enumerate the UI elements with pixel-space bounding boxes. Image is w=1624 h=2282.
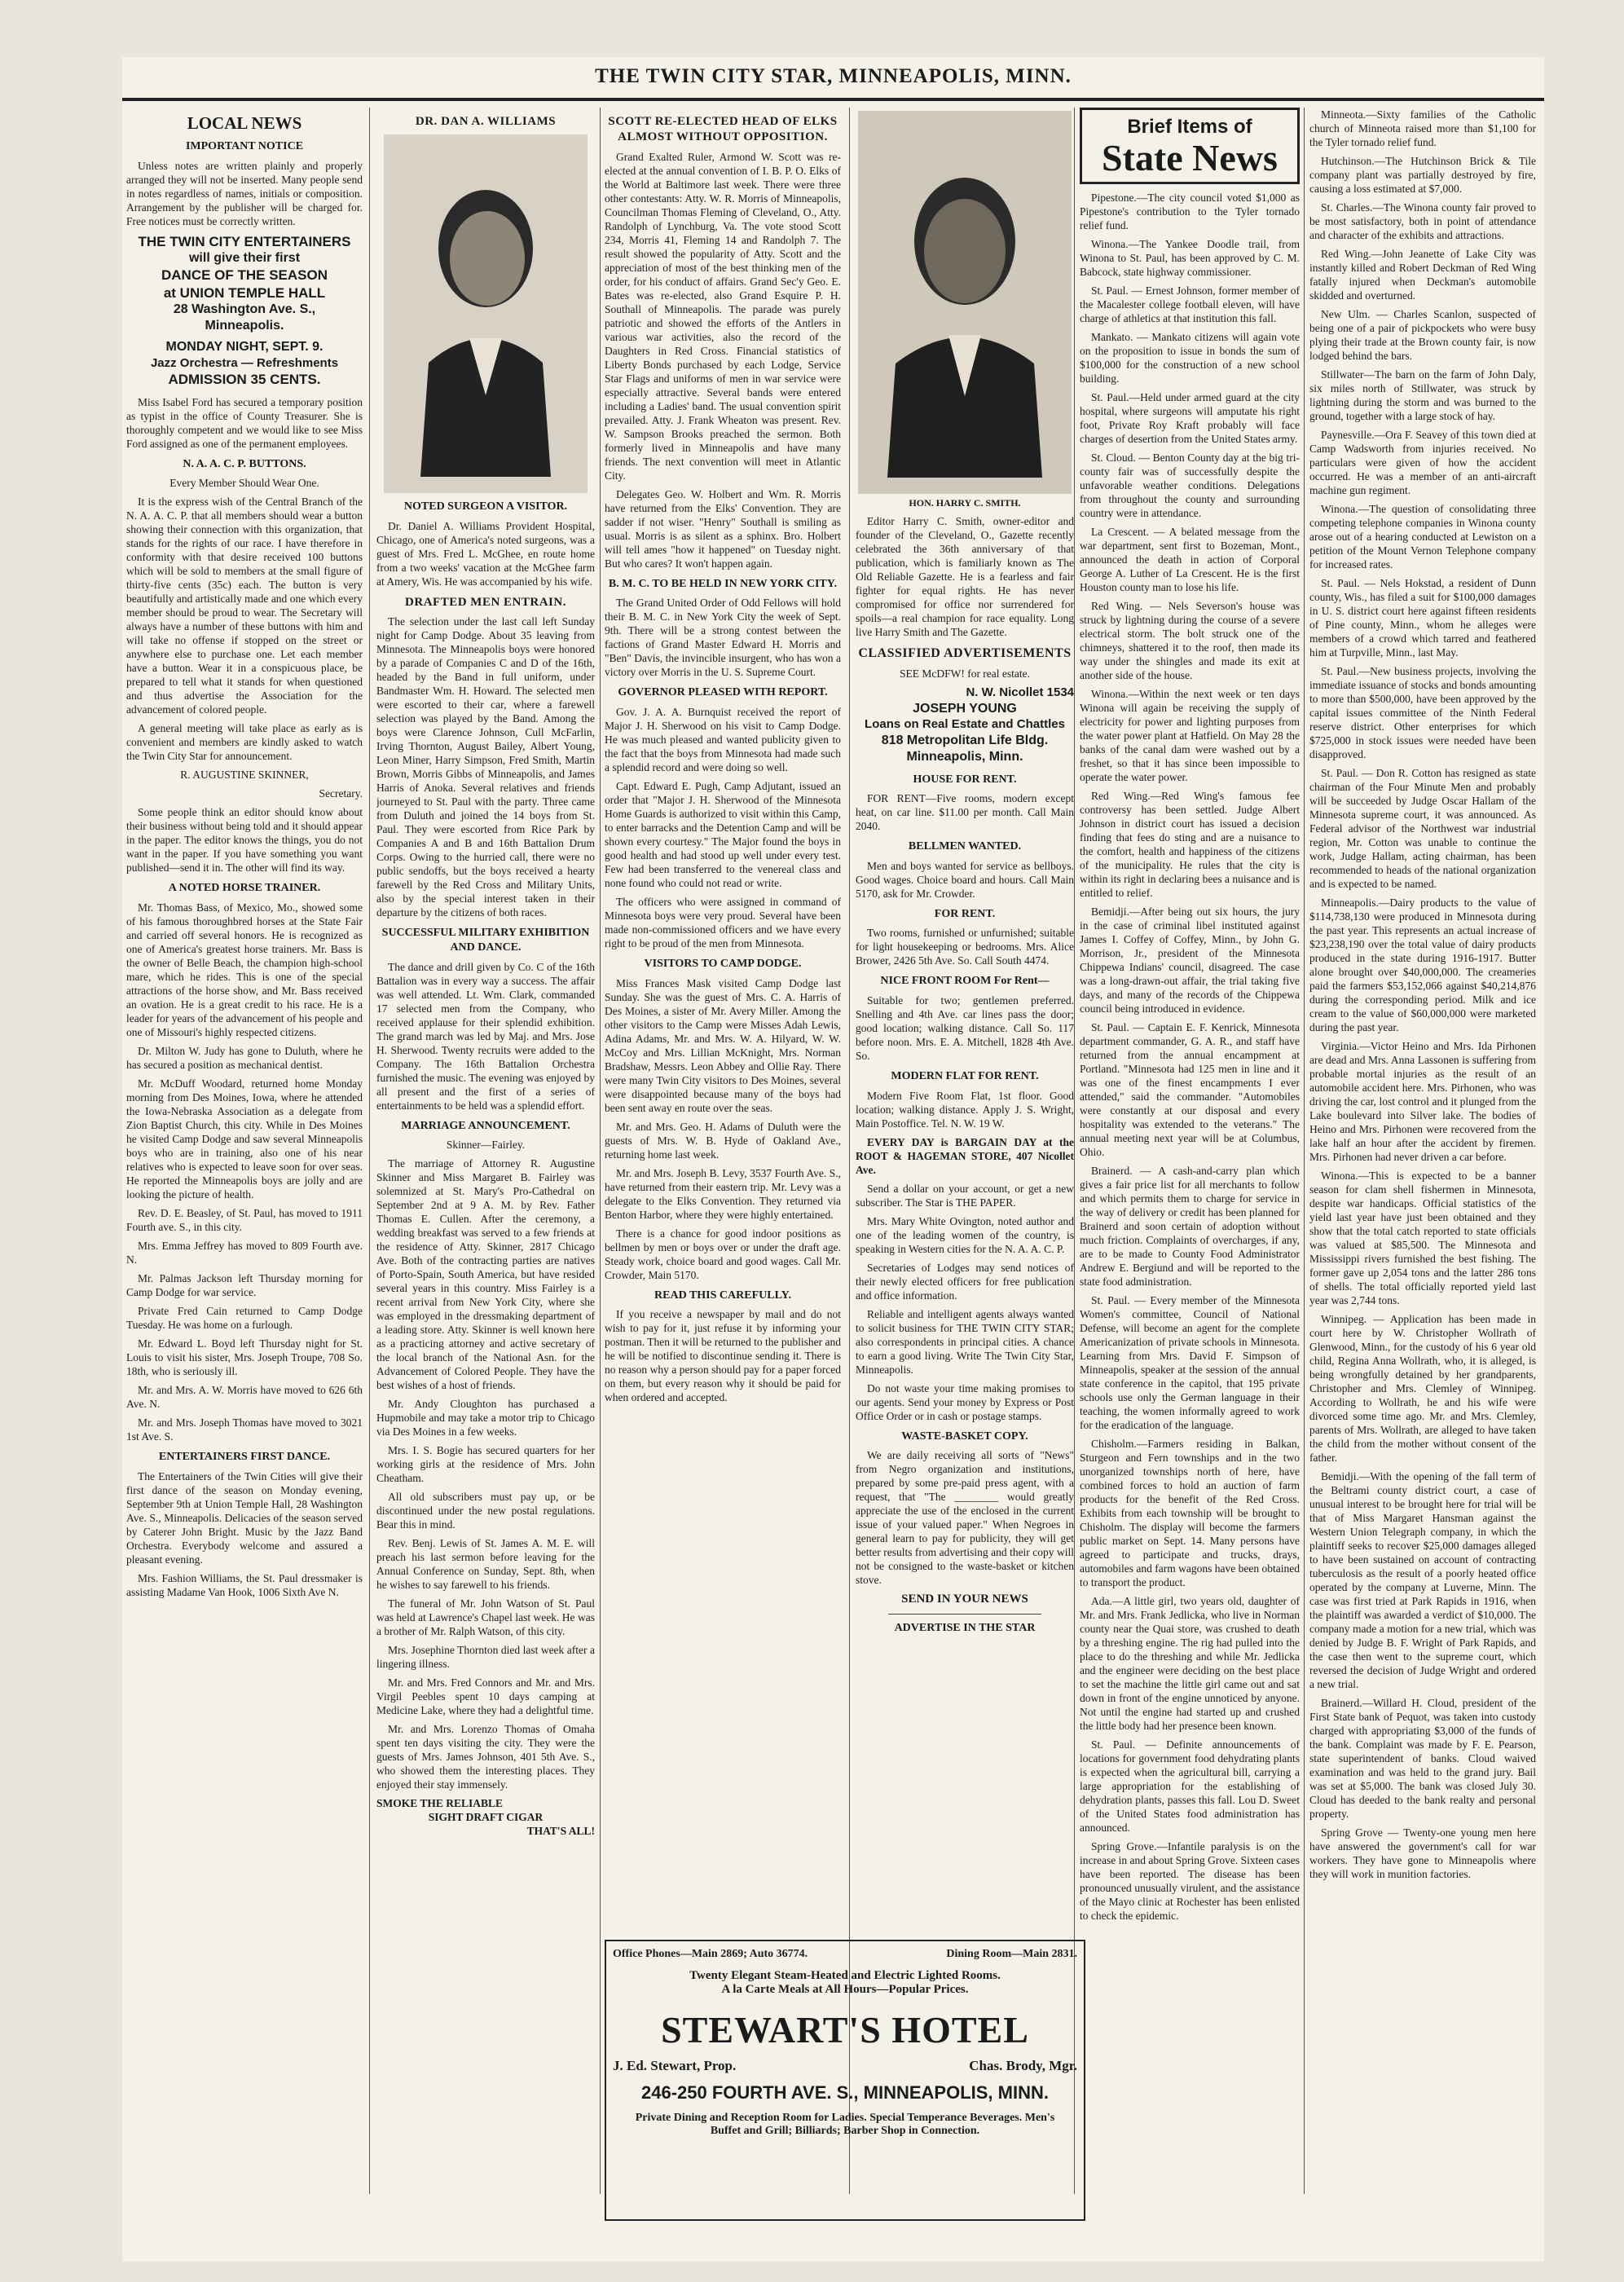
state-news-item: Virginia.—Victor Heino and Mrs. Ida Pirhonen are dead and Mrs. Anna Lassonen is suffering from probable mortal injuries as the result of an automobile accident here. Mrs. Pirhonen, who was driving the car, lost control and it plunged from the Lake boulevard into Silver lake. The bodies of Heino and Mrs. Pirhonen were recovered from the lake half an hour after the accident by firemen. Mrs. Pirhonen had never driven a car before. xyxy=(1309,1040,1536,1163)
ad-line: THE TWIN CITY ENTERTAINERS xyxy=(138,233,351,249)
office-phones: Office Phones—Main 2869; Auto 36774. xyxy=(613,1948,808,1960)
state-news-item: St. Paul. — Every member of the Minnesota Women's committee, Council of National Defense, will become an agent for the complete Americanization of private schools in Minnesota. Learning from Mrs. David F. Simpson of Minneapolis, speaker at the session of the annual state conference in the capitol, that 195 private schools use only the German language in their teaching, the women informally agreed to work for the eradication of the language. xyxy=(1080,1294,1300,1432)
signature-name: R. AUGUSTINE SKINNER, xyxy=(180,769,309,782)
state-news-left xyxy=(1080,108,1300,1927)
column-rule xyxy=(369,108,370,2194)
news-item: If you receive a newspaper by mail and do not wish to pay for it, just refuse it by informing your postman. Then it will be returned to the publisher and he will be notified to discontinue sending it. There is no reason why a person should pay for a paper forced on them, but every reason why it should be paid for when ordered and accepted. xyxy=(605,1308,841,1404)
column-three xyxy=(605,108,841,1933)
state-news-items xyxy=(1309,108,1536,1881)
portrait-image xyxy=(858,111,1072,494)
front-room-heading: NICE FRONT ROOM For Rent— xyxy=(880,975,1050,988)
news-item: Dr. Daniel A. Williams Provident Hospital, Chicago, one of America's noted surgeons, was a guest of Mrs. Fred L. McGhee, en route home from a two weeks' vacation at the McGhee farm at Amery, Wis. He was accompanied by his wife. xyxy=(376,519,595,588)
state-news-item: Chisholm.—Farmers residing in Balkan, Sturgeon and Fern townships and in the two unorganized townships north of here, have combined forces to hold an auction of farm products for the benefit of the Red Cross. Exhibits from each township will be brought to Chisholm. The display will become the farmers public market on Sept. 14. Many persons have agreed to participate and trucks, drays, automobiles and farm wagons have been obtained to transport the product. xyxy=(1080,1438,1300,1589)
news-item: The Grand United Order of Odd Fellows will hold their B. M. C. in New York City the week of Sept. 9th. There will be a strong contest between the factions of Grand Master Edward H. Morris and "Ben" Davis, the invincible insurgent, who has won a victory over Morris in the U. S. Supreme Court. xyxy=(605,597,841,679)
news-item: It is the express wish of the Central Branch of the N. A. A. C. P. that all members should wear a button showing their connection with this organization, that stands for the rights of our race. I have therefore in conformity with that desire received 100 buttons which will be sold to members at the small figure of thirty-five cents (35c) each. The button is very beautifully and artistically made and one which every member should be proud to wear. The Secretary will always have a number of these buttons with him and will take no offense if stopped on the street or anywhere else to purchase one. Let each member have a button. Wear it in a conspicuous place, be prepared to tell what it stands for when questioned and thus advertise the Association for the advancement of colored people. xyxy=(126,496,363,716)
bmc-heading: B. M. C. TO BE HELD IN NEW YORK CITY. xyxy=(608,577,838,590)
news-item: Mr. and Mrs. Fred Connors and Mr. and Mrs. Virgil Peebles spent 10 days camping at Medicine Lake, where they had a delightful time. xyxy=(376,1676,595,1717)
ad-line: Minneapolis, Minn. xyxy=(906,750,1023,764)
news-item: Rev. D. E. Beasley, of St. Paul, has moved to 1911 Fourth ave. S., in this city. xyxy=(126,1207,363,1234)
masthead-rule xyxy=(122,98,1544,101)
ad-line: Minneapolis. xyxy=(205,319,284,333)
ad-line: Jazz Orchestra — Refreshments xyxy=(150,355,339,370)
news-item: Mr. Edward L. Boyd left Thursday night for St. Louis to visit his sister, Mrs. Joseph Troupe, 708 So. 18th, who is seriously ill. xyxy=(126,1337,363,1378)
naacp-subheading: Every Member Should Wear One. xyxy=(169,477,319,490)
entertainers-ad xyxy=(126,233,363,389)
news-item: Miss Frances Mask visited Camp Dodge last Sunday. She was the guest of Mrs. C. A. Harris of Des Moines, a sister of Mr. Avery Miller. Among the other visitors to the Camp were Misses Adah Lewis, Adina Adams, Mr. and Mrs. W. A. Hilyard, W. W. McCoy and Mrs. Lillian McKnight, Mrs. Norman Bradshaw, Messrs. Leon Abbey and Ollie Ray. There were many Twin City visitors to Des Moines, several were disappointed because many of the boys had been sent away en route over the seas. xyxy=(605,976,841,1114)
column-rule xyxy=(849,108,850,2194)
hotel-manager: Chas. Brody, Mgr. xyxy=(969,2058,1077,2073)
state-news-item: St. Paul. — Captain E. F. Kenrick, Minnesota department commander, G. A. R., and staff have returned from the annual encampment at Portland. "Minnesota had 125 men in line and it was one of the finest encampments I ever attended," said the commander. "Automobiles were constantly at our disposal and every hospitality was extended to the veterans." The annual meeting next year will be at Columbus, Ohio. xyxy=(1080,1021,1300,1159)
hotel-name: STEWART'S HOTEL xyxy=(661,2009,1029,2051)
read-carefully-heading: READ THIS CAREFULLY. xyxy=(654,1289,791,1302)
visitors-heading: VISITORS TO CAMP DODGE. xyxy=(644,958,802,971)
waste-basket-heading: WASTE-BASKET COPY. xyxy=(901,1430,1028,1443)
signature-title: Secretary. xyxy=(319,787,363,800)
brief-items-label: Brief Items of xyxy=(1127,116,1252,138)
news-item: Mrs. Mary White Ovington, noted author and one of the leading women of the country, is speaking in Western cities for the N. A. A. C. P. xyxy=(856,1214,1074,1255)
state-news-item: Ada.—A little girl, two years old, daughter of Mr. and Mrs. Frank Jedlicka, who live in Norman county near the Quai store, was crushed to death by a threshing engine. The rig had pulled into the place to do the threshing and while Mr. Jedlicka and the engineer were deciding on the best place to set the machine the little girl came out and sat down in front of the engine unnoticed by anyone. Not until the engine had started up and crushed the little body had her presence been known. xyxy=(1080,1595,1300,1733)
state-news-title: State News xyxy=(1102,137,1278,179)
state-news-item: Winona.—The question of consolidating three competing telephone companies in Winona county arose out of a hearing conducted at Lewiston on a petition of the Mount Vernon Telephone company for increased rates. xyxy=(1309,503,1536,570)
news-item: The marriage of Attorney R. Augustine Skinner and Miss Margaret B. Fairley was solemnized at St. Mary's Pro-Cathedral on September 2nd at 9 A. M. by Rev. Father Thomas E. Cullen. After the ceremony, a wedding breakfast was served to a few friends at the residence of Atty. Skinner, 2817 Chicago Ave. Both of the contracting parties are natives of Porto-Spain, South America, but have resided several years in this country. Miss Fairley is a recent arrival from New York City, where she was employed in the dressmaking department of a leading store. Atty. Skinner is well known here as a practicing attorney and active secretary of the local branch of the National Asn. for the Advancement of Colored People. They have the best wishes of a host of friends. xyxy=(376,1157,595,1392)
state-news-item: St. Paul.—Held under armed guard at the city hospital, where surgeons will amputate his right foot, Private Roy Kraft probably will face charges of desertion from the United States army. xyxy=(1080,391,1300,446)
news-item: Mrs. Fashion Williams, the St. Paul dressmaker is assisting Madame Van Hook, 1006 Sixth Ave N. xyxy=(126,1571,363,1598)
hotel-proprietor: J. Ed. Stewart, Prop. xyxy=(613,2058,737,2073)
news-item: The Entertainers of the Twin Cities will give their first dance of the season on Monday evening, September 9th at Union Temple Hall, 28 Washington Ave. S., Minneapolis. Delicacies of the season served by Caterer John Bright. Music by the Jazz Band Orchestra. Everybody welcome and assured a pleasant evening. xyxy=(126,1469,363,1566)
news-item: The officers who were assigned in command of Minnesota boys were very proud. Several have been made non-commissioned officers and we have every right to be proud of the men from Minnesota. xyxy=(605,896,841,950)
column-four xyxy=(856,108,1074,1933)
news-item: Mr. Palmas Jackson left Thursday morning for Camp Dodge for war service. xyxy=(126,1272,363,1299)
send-news-line: SEND IN YOUR NEWS xyxy=(901,1593,1028,1606)
marriage-subheading: Skinner—Fairley. xyxy=(446,1139,526,1152)
news-item: Send a dollar on your account, or get a new subscriber. The Star is THE PAPER. xyxy=(856,1182,1074,1209)
news-item: Miss Isabel Ford has secured a temporary position as typist in the office of County Treasurer. She is thoroughly competent and we would like to see Miss Ford assigned as one of the permanent employees. xyxy=(126,395,363,450)
news-item: Reliable and intelligent agents always wanted to solicit business for THE TWIN CITY STAR; also correspondents in principal cities. A chance to earn a good living. Write The Twin City Star, Minneapolis. xyxy=(856,1307,1074,1376)
state-news-item: Winona.—The Yankee Doodle trail, from Winona to St. Paul, has been approved by C. M. Babcock, state highway commissioner. xyxy=(1080,238,1300,279)
portrait-caption: HON. HARRY C. SMITH. xyxy=(909,497,1021,509)
modern-flat-heading: MODERN FLAT FOR RENT. xyxy=(891,1070,1039,1083)
column-rule xyxy=(1074,108,1075,2194)
news-item: There is a chance for good indoor positions as bellmen by men or boys over or under the draft age. Steady work, choice board and good wages. Call Mr. Crowder, Main 5170. xyxy=(605,1227,841,1281)
state-news-item: Winnipeg. — Application has been made in court here by W. Christopher Wollrath of Glenwood, Minn., for the custody of his 6 year old child, Regina Anna Wollrath, who, it is alleged, is being wrongfully detained by her grandparents, Christopher and Mrs. Clemley of Winnipeg. According to Wollrath, he and his wife were divorced some time ago. Mr. and Mrs. Clemley, parents of Mrs. Wollrath, are alleged to have taken the child from the mother without consent of the father. xyxy=(1309,1313,1536,1464)
classified-item: Two rooms, furnished or unfurnished; suitable for light housekeeping or bedrooms. Mrs. Alice Brower, 2426 5th Ave. So. Call South 4474. xyxy=(856,927,1074,967)
news-item: Mr. and Mrs. Geo. H. Adams of Duluth were the guests of Mrs. W. B. Hyde of Oakland Ave., returning home last week. xyxy=(605,1120,841,1161)
news-item: Mrs. I. S. Bogie has secured quarters for her working girls at the residence of Mrs. John Cheatham. xyxy=(376,1444,595,1485)
state-news-item: Red Wing. — Nels Severson's house was struck by lightning during the course of a severe electrical storm. The bolt struck one of the chimneys, shattered it to the roof, then made its way under the shingles and made its exit at another side of the house. xyxy=(1080,600,1300,682)
state-news-item: Paynesville.—Ora F. Seavey of this town died at Camp Wadsworth from injuries received. No particulars were given of how the accident occurred. He was a member of an anti-aircraft machine gun regiment. xyxy=(1309,429,1536,496)
news-item: The funeral of Mr. John Watson of St. Paul was held at Lawrence's Chapel last week. He was a brother of Mr. Ralph Watson, of this city. xyxy=(376,1597,595,1638)
news-item: The selection under the last call left Sunday night for Camp Dodge. About 35 leaving from Minnesota. The Minneapolis boys were honored by a parade of Companies C and D of the 16th, headed by the Band in full uniform, under Bandmaster Wm. H. Howard. The selected men were escorted to their car, where a farewell selection was played by the Band. Among the boys were Clarence Johnson, Cull McFarlin, Irving Thornton, August Bailey, Albert Young, Leon Miner, Harry Simpson, Fred Smith, Martin Brown, Morris Gibbs of Minneapolis, and James Harris of Anoka. Several relatives and friends journeyed to St. Paul with the party. Three came from Duluth and joined the 14 boys from St. Paul. They were escorted from Rice Park by Companies A and B and 16th Battalion Drum Corps. Owing to the hurried call, there were no public sendoffs, but the boys received a hearty farewell by the Red Cross and Military Units, also by the special interest taken in their departure by the citizens of both races. xyxy=(376,615,595,919)
news-item: Private Fred Cain returned to Camp Dodge Tuesday. He was home on a furlough. xyxy=(126,1305,363,1332)
state-news-item: St. Paul. — Definite announcements of locations for government food dehydrating plants is expected when the agricultural bill, carrying a large appropriation for the establishing of dehydration plants, passes this fall. Lou D. Sweet of the United States food administration has announced. xyxy=(1080,1738,1300,1835)
news-item: Secretaries of Lodges may send notices of their newly elected officers for free publication and office information. xyxy=(856,1261,1074,1302)
ad-line: 28 Washington Ave. S., xyxy=(173,302,316,317)
hotel-footer: Private Dining and Reception Room for Ladies. Special Temperance Beverages. Men's Buffet and Grill; Billiards; Barber Shop in Connection. xyxy=(635,2112,1055,2137)
newspaper-page xyxy=(122,57,1544,2262)
bellmen-heading: BELLMEN WANTED. xyxy=(908,840,1022,853)
state-news-item: Hutchinson.—The Hutchinson Brick & Tile company plant was partially destroyed by fire, causing a loss estimated at $7,000. xyxy=(1309,155,1536,195)
news-item: Rev. Benj. Lewis of St. James A. M. E. will preach his last sermon before leaving for the Annual Conference on Sunday, Sept. 8th, when he wishes to say farewell to his friends. xyxy=(376,1537,595,1592)
dr-williams-heading: DR. DAN A. WILLIAMS xyxy=(415,115,557,128)
cigar-ad xyxy=(376,1796,595,1838)
dining-phone: Dining Room—Main 2831. xyxy=(946,1948,1077,1960)
state-news-item: Brainerd. — A cash-and-carry plan which gives a fair price list for all merchants to follow and which permits them to charge for service in the way of delivery or credit has been planned for Brainerd and soon certain of adoption without much friction. Complaints of overcharges, if any, are to be made to County Food Administrator Andrew E. Bergiund and will be reported to the state food administration. xyxy=(1080,1165,1300,1289)
classified-item: Men and boys wanted for service as bellboys. Good wages. Choice board and hours. Call Main 5170, ask for Mr. Crowder. xyxy=(856,859,1074,900)
state-news-item: Winona.—Within the next week or ten days Winona will again be receiving the supply of electricity for power and lighting purposes from the water power plant at Hatfield. On May 28 the banks of the canal dam were washed out by a freshet, so that it has since been impossible to operate the water power. xyxy=(1080,688,1300,784)
news-item: Capt. Edward E. Pugh, Camp Adjutant, issued an order that "Major J. H. Sherwood of the Minnesota Home Guards is authorized to visit within this Camp, to enter barracks and the Detention Camp and will be shown every courtesy." The Major found the boys in good health and had stood up well under every test. Few had been transferred to the venereal class and none found who could not read or write. xyxy=(605,780,841,890)
state-news-item: St. Cloud. — Benton County day at the big tri-county fair was of successfully despite the unfavorable weather conditions. Delegations from throughout the county and surrounding country were in attendance. xyxy=(1080,452,1300,520)
portrait-figure-icon xyxy=(871,127,1058,478)
horse-trainer-heading: A NOTED HORSE TRAINER. xyxy=(168,882,321,895)
state-news-item: Pipestone.—The city council voted $1,000 as Pipestone's contribution to the Tyler tornado relief fund. xyxy=(1080,192,1300,232)
state-news-item: New Ulm. — Charles Scanlon, suspected of being one of a pair of pickpockets who were busy plying their trade at the Brown county fair, is now lodged behind the bars. xyxy=(1309,308,1536,362)
ad-line: N. W. Nicollet 1534 xyxy=(966,685,1074,700)
news-item: Grand Exalted Ruler, Armond W. Scott was re-elected at the annual convention of I. B. P. O. Elks of the World at Baltimore last week. There were three other contestants: Atty. W. R. Morris of Minneapolis, Councilman Thomas Fleming of Cleveland, O., Atty. Randolph of Lynchburg, Va. The vote stood Scott 234, Morris 41, Fleming 14 and Randolph 7. The result showed the popularity of Atty. Scott and the appreciation of most of the best thinking men of the order, for his conduct of affairs. Grand Sec'y Geo. E. Bates was re-elected, also Grand Esquire P. H. Southall of Minneapolis. The parade was purely patriotic and showed the efforts of the Antlers in various war activities, also the record of the Daughters in Red Cross. Financial statistics of Liberty Bonds purchased by each Lodge, Service Star Flags and uniforms of men in war service were especially attractive. Several bands were entered including a Ladies' band. The usual convention spirit prevailed. Atty. J. Frank Wheaton was present. Rev. W. Sampson Brooks preached the sermon. Both formerly lived in Minneapolis and have many friends. The next convention will meet in Atlantic City. xyxy=(605,150,841,482)
news-item: Mr. Andy Cloughton has purchased a Hupmobile and may take a motor trip to Chicago via Des Moines in a few weeks. xyxy=(376,1398,595,1438)
column-local-news xyxy=(126,108,363,2251)
ad-line: JOSEPH YOUNG xyxy=(913,702,1017,716)
portrait-image xyxy=(384,134,588,493)
state-news-item: Bemidji.—With the opening of the fall term of the Beltrami county district court, a case of unusual interest to be brought here for trial will be that of Miss Margaret Hansman against the Western Union Telegraph company, in which the plaintiff seeks to recover $25,000 damages alleged to have been sustained on account of contracting tuberculosis as the result of a poorly heated office operated by the company at Luverne, Minn. The case was first tried at Park Rapids in 1916, when the plaintiff was awarded a verdict of $10,000. The company made a motion for a new trial, which was denied by Judge B. F. Wright of Park Rapids, and the case then went to the supreme court, which reversed the decision of Judge Wright and ordered a new trial. xyxy=(1309,1470,1536,1690)
column-rule xyxy=(600,108,601,2194)
cigar-line: SMOKE THE RELIABLE xyxy=(376,1797,504,1810)
news-item: Mr. Thomas Bass, of Mexico, Mo., showed some of his famous thoroughbred horses at the State Fair and carried off several honors. He is recognized as one of America's greatest horse trainers. Mr. Bass is the owner of Belle Beach, the champion high-school mare, which he rides. This is one of the special attractions of the horse show, and Mr. Bass received an ovation. He is a great credit to his race. He is a leader for years of the advancement of his people and one of Missouri's highly respected citizens. xyxy=(126,901,363,1039)
entertainers-heading: ENTERTAINERS FIRST DANCE. xyxy=(158,1451,331,1464)
state-news-item: Spring Grove — Twenty-one young men here have answered the government's call for war workers. They have gone to Minneapolis where they will work in munition factories. xyxy=(1309,1826,1536,1880)
state-news-item: St. Paul. — Ernest Johnson, former member of the Macalester college football eleven, will have charge of athletics at that institution this fall. xyxy=(1080,284,1300,325)
state-news-item: Winona.—This is expected to be a banner season for clam shell fishermen in Minnesota, despite war handicaps. Official statistics of the yield last year have just been obtained and they show that the total catch reported to state officials was valued at $85,500. The Minnesota and Mississippi rivers furnished the best fishing. The former gave up 2,054 tons and the latter 286 tons of shells. The total officially reported yield last year was 2,744 tons. xyxy=(1309,1170,1536,1306)
ad-line: MONDAY NIGHT, SEPT. 9. xyxy=(165,340,323,355)
news-item: All old subscribers must pay up, or be discontinued under the new postal regulations. Bear this in mind. xyxy=(376,1491,595,1531)
state-news-item: St. Paul. — Nels Hokstad, a resident of Dunn county, Wis., has filed a suit for $100,000 damages in U. S. district court here against fifteen residents of Pine county, Minn., whom he alleges were members of a crowd which tarred and feathered him at Turpville, Minn., last May. xyxy=(1309,577,1536,659)
news-item: Editor Harry C. Smith, owner-editor and founder of the Cleveland, O., Gazette recently celebrated the 36th anniversary of that publication, which is familiarly known as The Old Reliable Gazette. He is a fearless and fair fighter for equal rights. He has never compromised for office nor surrendered for spoils—a real champion for race equality. Long live Harry Smith and The Gazette. xyxy=(856,515,1074,639)
local-news-heading: LOCAL NEWS xyxy=(187,113,302,133)
hotel-line: Twenty Elegant Steam-Heated and Electric Lighted Rooms. xyxy=(689,1969,1001,1982)
state-news-item: St. Paul. — Don R. Cotton has resigned as state chairman of the Four Minute Men and probably will be succeeded by Judge Oscar Hallam of the Minnesota supreme court, it was announced. As Federal advisor of the Northwest war industrial region, Mr. Cotton was unable to continue the work, Judge Hallam, acting chairman, has been recommended to heads of the national organization and is expected to be named. xyxy=(1309,767,1536,890)
news-item: Mrs. Josephine Thornton died last week after a lingering illness. xyxy=(376,1644,595,1671)
news-item: Mr. and Mrs. Joseph B. Levy, 3537 Fourth Ave. S., have returned from their eastern trip. Mr. Levy was a delegate to the Elks Convention. They returned via Benton Harbor, where they were highly entertained. xyxy=(605,1166,841,1221)
news-item: Dr. Milton W. Judy has gone to Duluth, where he has secured a position as mechanical dentist. xyxy=(126,1045,363,1072)
classified-item: Modern Five Room Flat, 1st floor. Good location; walking distance. Apply J. S. Wright, Main Postoffice. Tel. N. W. 19 W. xyxy=(856,1089,1074,1130)
ad-line: at UNION TEMPLE HALL xyxy=(163,284,326,301)
news-item: Do not waste your time making promises to our agents. Send your money by Express or Post Office Order or in cash or postage stamps. xyxy=(856,1381,1074,1422)
news-item: Mr. and Mrs. A. W. Morris have moved to 626 6th Ave. N. xyxy=(126,1384,363,1411)
state-news-item: Minneota.—Sixty families of the Catholic church of Minneota raised more than $1,100 for the Tyler tornado relief fund. xyxy=(1309,108,1536,148)
state-news-item: St. Paul.—New business projects, involving the immediate issuance of stocks and bonds amounting to more than $500,000, have been approved by the capital issues committee of the Ninth Federal reserve district. Other enterprises for which $725,000 in stock issues were needed have been disapproved. xyxy=(1309,665,1536,760)
classified-heading: CLASSIFIED ADVERTISEMENTS xyxy=(858,646,1072,661)
bargain-ad: EVERY DAY is BARGAIN DAY at the ROOT & HAGEMAN STORE, 407 Nicollet Ave. xyxy=(856,1135,1074,1176)
state-news-item: Stillwater—The barn on the farm of John Daly, six miles north of Stillwater, was struck by lightning during the storm and was burned to the ground, together with a large stock of hay. xyxy=(1309,368,1536,422)
column-state-news xyxy=(1080,108,1536,2251)
drafted-heading: DRAFTED MEN ENTRAIN. xyxy=(405,595,566,609)
ad-line: Loans on Real Estate and Chattles xyxy=(865,717,1065,732)
important-notice-heading: IMPORTANT NOTICE xyxy=(185,140,304,153)
state-news-item: St. Charles.—The Winona county fair proved to be most satisfactory, both in point of attendance and character of the exhibits and attractions. xyxy=(1309,201,1536,241)
advertise-line: ADVERTISE IN THE STAR xyxy=(894,1622,1036,1635)
state-news-item: Minneapolis.—Dairy products to the value of $114,738,130 were produced in Minnesota during the past year. This represents an actual increase of $23,238,190 over the total value of dairy products produced in the state during 1916-1917. Butter alone brought over $40,000,000. The creameries paid the farmers $53,152,066 against $40,214,876 during the corresponding period. Milk and ice cream to the value of $60,000,000 were marketed during the past year. xyxy=(1309,896,1536,1033)
governor-heading: GOVERNOR PLEASED WITH REPORT. xyxy=(618,686,828,699)
portrait-caption: NOTED SURGEON A VISITOR. xyxy=(403,500,568,513)
news-item: Some people think an editor should know about their business without being told and it should appear in the paper. The editor knows the things, you do not want in the paper. If you have something you want published—send it in. The other will find its way. xyxy=(126,806,363,874)
news-item: Mr. McDuff Woodard, returned home Monday morning from Des Moines, Iowa, where he attended the Iowa-Nebraska Association as a delegate from Zion Baptist Church, this city. While in Des Moines he visited Camp Dodge and saw several Minneapolis boys who are in training, also one of his near relatives who is expected to leave soon for over seas. He reported the Minneapolis boys are jolly and are looking the picture of health. xyxy=(126,1077,363,1201)
classified-subheading: SEE McDFW! for real estate. xyxy=(899,667,1031,681)
marriage-heading: MARRIAGE ANNOUNCEMENT. xyxy=(401,1119,570,1132)
hotel-line: A la Carte Meals at All Hours—Popular Prices. xyxy=(721,1983,969,1996)
state-news-item: Brainerd.—Willard H. Cloud, president of the First State bank of Pequot, was taken into custody charged with appropriating $3,000 of the funds of the bank. Complaint was made by F. E. Pearson, state superintendent of banks. Cloud waived examination and was held to the grand jury. Bail was set at $5,000. The bank was closed July 30. Cloud has deeded to the bank realty and personal property. xyxy=(1309,1697,1536,1820)
news-item: Delegates Geo. W. Holbert and Wm. R. Morris have returned from the Elks' Convention. They are sadder if not wiser. "Henry" Southall is smiling as usual. Morris is as silent as a sphinx. Bro. Holbert will tell ames "how it happened" on Tuesday night. But who cares? It won't happen again. xyxy=(605,487,841,570)
state-news-banner xyxy=(1080,108,1300,184)
hotel-address: 246-250 FOURTH AVE. S., MINNEAPOLIS, MINN. xyxy=(641,2082,1049,2103)
state-news-items xyxy=(1080,191,1300,1923)
news-item: Mrs. Emma Jeffrey has moved to 809 Fourth ave. N. xyxy=(126,1240,363,1267)
notice-text: Unless notes are written plainly and properly arranged they will not be inserted. Many people send in notes regardless of names, initials or composition. Arrangement by the publisher will be charged for. Free notices must be correctly written. xyxy=(126,159,363,227)
state-news-item: La Crescent. — A belated message from the war department, sent first to Bozeman, Mont., announced the death in action of Corporal George A. Luther of La Crescent. He is the first Houston county man to lose his life. xyxy=(1080,526,1300,594)
stewarts-hotel-ad xyxy=(605,1940,1085,2221)
news-item: The dance and drill given by Co. C of the 16th Battalion was in every way a success. The affair was well attended. Lt. Wm. Clark, commanded 17 selected men from the Company, who received applause for their splendid exhibition. The grand march was led by Maj. and Mrs. Jose H. Sherwood. Twenty recruits were added to the Company. The 16th Battalion Orchestra furnished the music. The evening was enjoyed by all present and the first of a series of entertainments to be held was a splendid effort. xyxy=(376,960,595,1112)
ad-line: 818 Metropolitan Life Bldg. xyxy=(881,734,1049,748)
naacp-heading: N. A. A. C. P. BUTTONS. xyxy=(183,457,306,470)
divider xyxy=(888,1614,1041,1615)
state-news-right xyxy=(1309,108,1536,1886)
state-news-item: Spring Grove.—Infantile paralysis is on the increase in and about Spring Grove. Sixteen cases have been reported. The disease has been pronounced unusually virulent, and the assistance of the Mayo clinic at Rochester has been enlisted to check the epidemic. xyxy=(1080,1840,1300,1923)
cigar-line: THAT'S ALL! xyxy=(526,1825,595,1838)
classified-item: Suitable for two; gentlemen preferred. Snelling and 4th Ave. car lines pass the door; good location; walking distance. Call So. 117 before noon. Mrs. E. A. Mitchell, 1828 4th Ave. So. xyxy=(856,994,1074,1063)
portrait-figure-icon xyxy=(396,151,575,477)
state-news-item: Bemidji.—After being out six hours, the jury in the case of criminal libel instituted against James I. Coffey of Coffey, Minn., by John G. Morrison, Jr., president of the Minnesota Chippewa Indians' council, disagreed. The case was a long-drawn-out affair, the trial taking five days, and many of the records of the Chippewa council being introduced in evidence. xyxy=(1080,905,1300,1015)
classified-item: FOR RENT—Five rooms, modern except heat, on car line. $11.00 per month. Call Main 2040. xyxy=(856,792,1074,833)
house-heading: HOUSE FOR RENT. xyxy=(913,773,1017,786)
news-item: A general meeting will take place as early as is convenient and members are kindly asked to watch the Twin City Star for announcement. xyxy=(126,722,363,763)
for-rent-heading: FOR RENT. xyxy=(934,907,996,920)
news-item: Mr. and Mrs. Lorenzo Thomas of Omaha spent ten days visiting the city. They were the guests of Mrs. James Johnson, 401 5th Ave. S., who showed them the interesting places. They enjoyed their stay immensely. xyxy=(376,1723,595,1791)
masthead: THE TWIN CITY STAR, MINNEAPOLIS, MINN. xyxy=(595,65,1072,87)
state-news-item: Mankato. — Mankato citizens will again vote on the proposition to issue in bonds the sum of $100,000 for the construction of a new school building. xyxy=(1080,331,1300,385)
news-item: We are daily receiving all sorts of "News" from Negro organization and institutions, prepared by some pre-paid press agent, with a request, that "The ________ would greatly appreciate the use of the enclosed in the current issue of your valued paper." When Negroes in general learn to pay for publicity, they will get better results from advertising and their copy will not be consigned to the waste-basket or kitchen stove. xyxy=(856,1449,1074,1587)
military-heading: SUCCESSFUL MILITARY EXHIBITION AND DANCE. xyxy=(381,927,590,954)
news-item: Mr. and Mrs. Joseph Thomas have moved to 3021 1st Ave. S. xyxy=(126,1416,363,1443)
news-item: Gov. J. A. A. Burnquist received the report of Major J. H. Sherwood on his visit to Camp Dodge. He was much pleased and wanted publicity given to the fact that the boys from Minnesota had made such a splendid record and were doing so well. xyxy=(605,706,841,774)
cigar-line: SIGHT DRAFT CIGAR xyxy=(428,1811,544,1824)
column-two xyxy=(376,108,595,2251)
joseph-young-ad xyxy=(856,685,1074,765)
ad-line: will give their first xyxy=(188,251,301,266)
scott-heading: SCOTT RE-ELECTED HEAD OF ELKS ALMOST WITHOUT OPPOSITION. xyxy=(608,115,838,143)
ad-line: ADMISSION 35 CENTS. xyxy=(168,372,321,388)
state-news-item: Red Wing.—John Jeanette of Lake City was instantly killed and Robert Deckman of Red Wing fatally injured when Deckman's automobile skidded and overturned. xyxy=(1309,248,1536,302)
ad-line: DANCE OF THE SEASON xyxy=(161,267,328,284)
state-news-item: Red Wing.—Red Wing's famous fee controversy has been settled. Judge Albert Johnson in district court has issued a decision finding that fees do sting and are a nuisance to the comfort, health and happiness of the citizens of the municipality. He rules that the city is within its right in declaring bees a nuisance and is entitled to relief. xyxy=(1080,790,1300,900)
